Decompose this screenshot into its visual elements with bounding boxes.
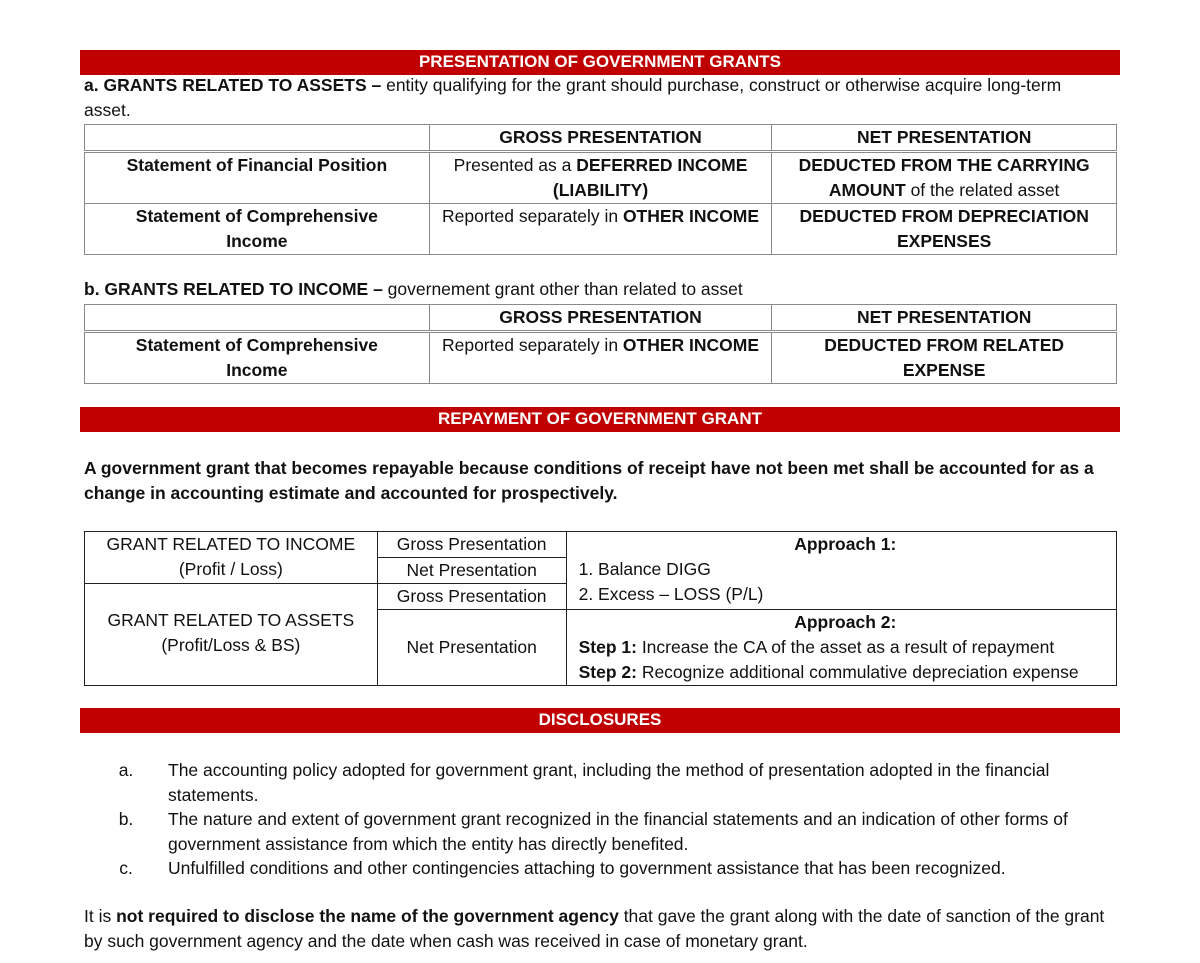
gross-bold: OTHER INCOME bbox=[622, 206, 760, 226]
grants-income-text: governement grant other than related to asset bbox=[382, 279, 743, 299]
gross-presentation-header: GROSS PRESENTATION bbox=[429, 125, 772, 152]
disclosure-note bbox=[84, 904, 1124, 954]
list-item bbox=[84, 856, 1124, 881]
net-presentation-header: NET PRESENTATION bbox=[772, 125, 1117, 152]
repayment-statement: A government grant that becomes repayable because conditions of receipt have not been met shall be accounted for as a change in accounting estimate and accounted for prospectively. bbox=[84, 458, 1094, 503]
grant-assets-label: GRANT RELATED TO ASSETS bbox=[107, 610, 355, 630]
approach1-item: 2. Excess – LOSS (P/L) bbox=[578, 584, 764, 604]
step1-label: Step 1: bbox=[578, 637, 637, 657]
step2-label: Step 2: bbox=[578, 662, 637, 682]
step1-line bbox=[579, 635, 1112, 660]
net-bold: DEDUCTED FROM THE CARRYING AMOUNT bbox=[798, 155, 1090, 200]
approach1-item: 1. Balance DIGG bbox=[578, 559, 711, 579]
repayment-section-header: REPAYMENT OF GOVERNMENT GRANT bbox=[80, 407, 1120, 432]
list-item-text: The nature and extent of government grant recognized in the financial statements and an indication of other forms of government assistance from which the entity has directly benefited. bbox=[168, 809, 1068, 854]
gross-text: Presented as a bbox=[453, 155, 577, 175]
net-presentation-header: NET PRESENTATION bbox=[772, 305, 1117, 332]
table-header-empty bbox=[85, 125, 430, 152]
grant-income-cell bbox=[85, 532, 378, 584]
approach2-title: Approach 2: bbox=[794, 612, 897, 632]
gross-text: Reported separately in bbox=[441, 206, 623, 226]
grants-income-heading bbox=[84, 277, 1124, 302]
net-bold: DEDUCTED FROM DEPRECIATION EXPENSES bbox=[799, 206, 1089, 251]
gross-cell-sci bbox=[429, 204, 772, 255]
net-cell-sfp bbox=[772, 152, 1117, 204]
step1-text: Increase the CA of the asset as a result of repayment bbox=[636, 637, 1055, 657]
list-item-letter: a. bbox=[118, 760, 134, 780]
row-label-sci: Statement of Comprehensive Income bbox=[85, 204, 430, 255]
net-text: of the related asset bbox=[905, 180, 1060, 200]
grants-income-table bbox=[84, 304, 1117, 384]
presentation-section-header: PRESENTATION OF GOVERNMENT GRANTS bbox=[80, 50, 1120, 75]
row-label-sci: Statement of Comprehensive Income bbox=[85, 332, 430, 384]
net-cell-sci bbox=[772, 204, 1117, 255]
net-cell-sci bbox=[772, 332, 1117, 384]
list-item-text: The accounting policy adopted for government grant, including the method of presentation adopted in the financial statements. bbox=[168, 760, 1050, 805]
grants-assets-table bbox=[84, 124, 1117, 255]
row-label-sfp: Statement of Financial Position bbox=[85, 152, 430, 204]
grant-income-label: GRANT RELATED TO INCOME bbox=[106, 534, 356, 554]
gross-bold: OTHER INCOME bbox=[622, 335, 760, 355]
grant-income-sub: (Profit / Loss) bbox=[178, 559, 283, 579]
approach1-title: Approach 1: bbox=[794, 534, 897, 554]
list-item-letter: c. bbox=[119, 858, 133, 878]
grants-assets-label: a. GRANTS RELATED TO ASSETS – bbox=[84, 75, 382, 95]
table-header-row bbox=[85, 125, 1117, 152]
list-item bbox=[84, 807, 1124, 856]
gross-presentation-cell: Gross Presentation bbox=[377, 532, 566, 558]
disclosures-section-header: DISCLOSURES bbox=[80, 708, 1120, 733]
note-text: that gave the grant along with the date of sanction of the grant by such government agency and the date when cash was received in case of monetary grant. bbox=[84, 906, 1105, 951]
grant-assets-sub: (Profit/Loss & BS) bbox=[161, 635, 301, 655]
gross-text: Reported separately in bbox=[441, 335, 623, 355]
step2-line bbox=[579, 660, 1112, 685]
list-item bbox=[84, 758, 1124, 807]
gross-cell-sci bbox=[429, 332, 772, 384]
table-row bbox=[85, 152, 1117, 204]
gross-presentation-cell: Gross Presentation bbox=[377, 584, 566, 610]
table-row bbox=[85, 332, 1117, 384]
repayment-table bbox=[84, 531, 1117, 686]
gross-presentation-header: GROSS PRESENTATION bbox=[429, 305, 772, 332]
grants-assets-text-cont: asset. bbox=[84, 100, 131, 120]
grants-assets-text: entity qualifying for the grant should purchase, construct or otherwise acquire long-term bbox=[381, 75, 1062, 95]
list-item-text: Unfulfilled conditions and other contingencies attaching to government assistance that has been recognized. bbox=[168, 858, 1006, 878]
grant-assets-cell bbox=[85, 584, 378, 686]
step2-text: Recognize additional commulative depreciation expense bbox=[636, 662, 1079, 682]
table-row bbox=[85, 532, 1117, 558]
list-item-letter: b. bbox=[118, 809, 134, 829]
note-text: It is bbox=[84, 906, 117, 926]
table-header-row bbox=[85, 305, 1117, 332]
net-bold: DEDUCTED FROM RELATED EXPENSE bbox=[824, 335, 1065, 380]
gross-bold: DEFERRED INCOME (LIABILITY) bbox=[552, 155, 748, 200]
grants-income-label: b. GRANTS RELATED TO INCOME – bbox=[84, 279, 383, 299]
net-presentation-cell: Net Presentation bbox=[377, 610, 566, 686]
grants-assets-heading bbox=[84, 73, 1124, 123]
gross-cell-sfp bbox=[429, 152, 772, 204]
net-presentation-cell: Net Presentation bbox=[377, 558, 566, 584]
table-header-empty bbox=[85, 305, 430, 332]
table-row bbox=[85, 204, 1117, 255]
approach2-cell bbox=[566, 610, 1116, 686]
note-bold: not required to disclose the name of the government agency bbox=[116, 906, 619, 926]
approach1-cell bbox=[566, 532, 1116, 610]
disclosures-list bbox=[84, 758, 1124, 881]
